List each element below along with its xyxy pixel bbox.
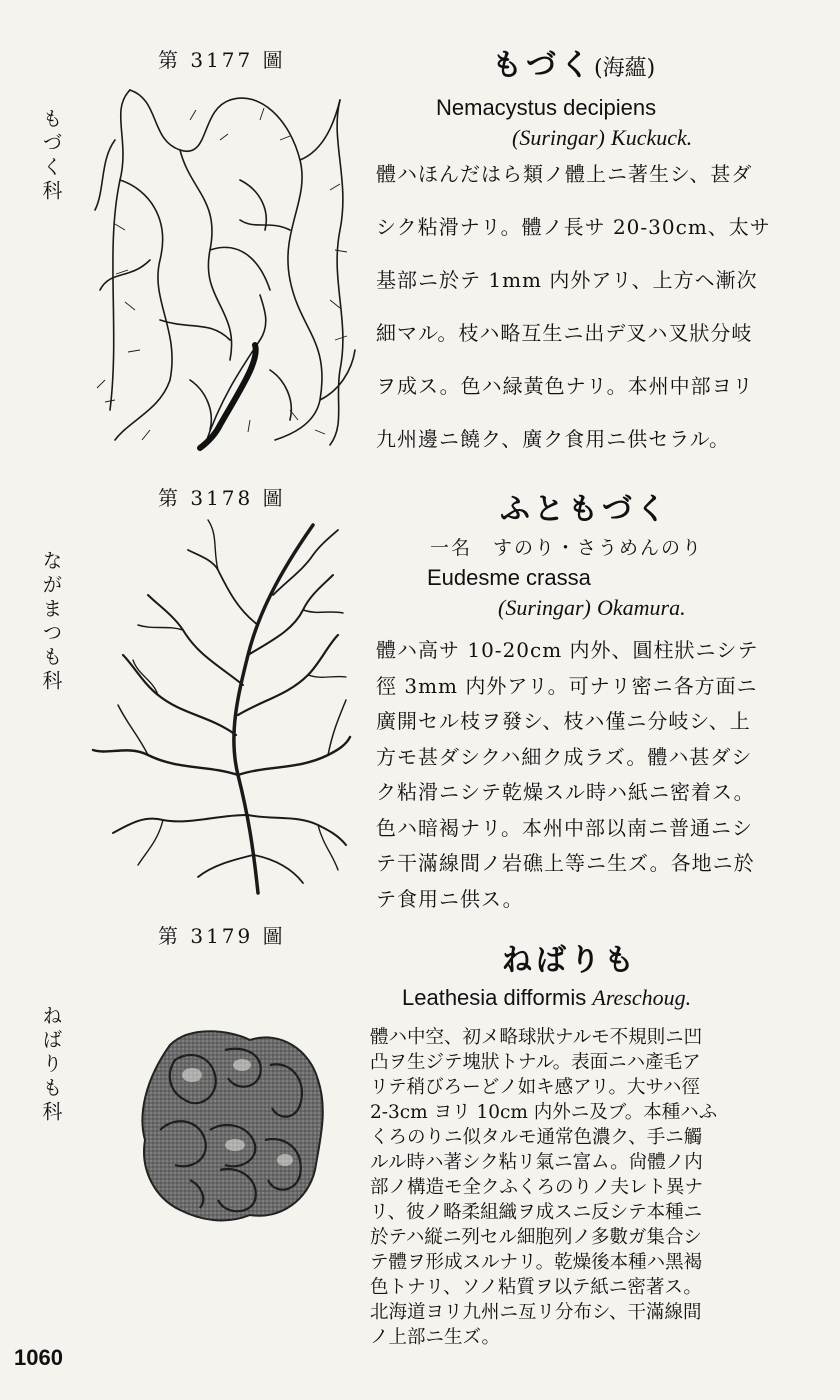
page-number: 1060	[14, 1345, 63, 1370]
authority-name: Kuckuck.	[611, 125, 693, 150]
authority-paren: (Suringar)	[498, 595, 591, 620]
scientific-name-line	[402, 985, 691, 1011]
futomozuku-illustration	[88, 515, 353, 895]
scientific-name: Eudesme crassa	[427, 565, 591, 590]
figure-label: 第 3178 圖	[158, 486, 286, 510]
authority-paren: (Suringar)	[512, 125, 605, 150]
nebarimo-illustration	[130, 1020, 330, 1230]
description	[376, 148, 771, 466]
description-line: 廣開セル枝ヲ發シ、枝ハ僅ニ分岐シ、上	[376, 709, 751, 733]
description-line: 體ハ中空、初メ略球狀ナルモ不規則ニ凹	[370, 1027, 703, 1048]
scientific-name: Nemacystus decipiens	[436, 95, 657, 120]
description-line: 基部ニ於テ 1mm 内外アリ、上方ヘ漸次	[376, 268, 758, 292]
entry-title	[492, 40, 655, 84]
entry-title: ねばりも	[502, 943, 638, 978]
description-line: テ體ヲ形成スルナリ。乾燥後本種ハ黑褐	[370, 1252, 703, 1273]
authority	[498, 595, 686, 621]
description-line: ルル時ハ著シク粘リ氣ニ富ム。尙體ノ内	[370, 1152, 703, 1173]
description-line: 徑 3mm 内外アリ。可ナリ密ニ各方面ニ	[376, 673, 758, 698]
description-line: シク粘滑ナリ。體ノ長サ 20-30cm、太サ	[376, 215, 771, 239]
description-line: くろのりニ似タルモ通常色濃ク、手ニ觸	[370, 1127, 703, 1148]
entry-title-kanji: (海蘊)	[594, 56, 656, 81]
authority-name: Okamura.	[597, 595, 686, 620]
description-line: ヲ成ス。色ハ緑黃色ナリ。本州中部ヨリ	[376, 374, 754, 398]
description-line: ノ上部ニ生ズ。	[370, 1327, 501, 1348]
description-line: 北海道ヨリ九州ニ亙リ分布シ、干滿線間	[370, 1302, 702, 1323]
entry-title-kana: もづく	[492, 48, 594, 83]
description-line: リテ稍びろーどノ如キ感アリ。大サハ徑	[370, 1077, 700, 1098]
figure-label: 第 3179 圖	[158, 924, 286, 948]
figure-label: 第 3177 圖	[158, 48, 286, 72]
family-label: ねばりも科	[39, 1005, 63, 1125]
description-line: 九州邊ニ饒ク、廣ク食用ニ供セラル。	[376, 427, 730, 451]
description-line: 方モ甚ダシクハ細ク成ラズ。體ハ甚ダシ	[376, 744, 753, 769]
description-line: テ食用ニ供ス。	[376, 886, 524, 911]
description-line: テ干滿線間ノ岩礁上等ニ生ズ。各地ニ於	[376, 851, 755, 875]
description-line: 2-3cm ヨリ 10cm 内外ニ及ブ。本種ハふ	[370, 1102, 718, 1123]
description-line: リ、彼ノ略柔組織ヲ成スニ反シテ本種ニ	[370, 1202, 703, 1223]
description-line: 部ノ構造モ全クふくろのりノ夫レト異ナ	[370, 1177, 704, 1198]
description-line: ク粘滑ニシテ乾燥スル時ハ紙ニ密着ス。	[376, 780, 755, 804]
family-label: ながまつも科	[39, 550, 63, 694]
description-line: 凸ヲ生ジテ塊狀トナル。表面ニハ產毛ア	[370, 1052, 701, 1073]
description-line: 於テハ縦ニ列セル細胞列ノ多數ガ集合シ	[370, 1227, 702, 1248]
description-line: 色トナリ、ソノ粘質ヲ以テ紙ニ密著ス。	[370, 1277, 702, 1298]
authority-name: Areschoug.	[592, 985, 692, 1010]
mozuku-illustration	[90, 80, 360, 460]
description-line: 色ハ暗褐ナリ。本州中部以南ニ普通ニシ	[376, 815, 753, 840]
description-line: 細マル。枝ハ略互生ニ出デ叉ハ叉狀分岐	[376, 321, 753, 345]
alternate-name: 一名 すのり・さうめんのり	[430, 537, 704, 559]
description	[376, 633, 759, 917]
family-label: もづく科	[39, 108, 63, 204]
description-line: 體ハほんだはら類ノ體上ニ著生シ、甚ダ	[376, 162, 753, 186]
entry-title: ふともづく	[500, 492, 670, 527]
description-line: 體ハ高サ 10-20cm 内外、圓柱狀ニシテ	[376, 638, 759, 662]
scientific-name: Leathesia difformis	[402, 985, 587, 1010]
description	[370, 1025, 717, 1350]
